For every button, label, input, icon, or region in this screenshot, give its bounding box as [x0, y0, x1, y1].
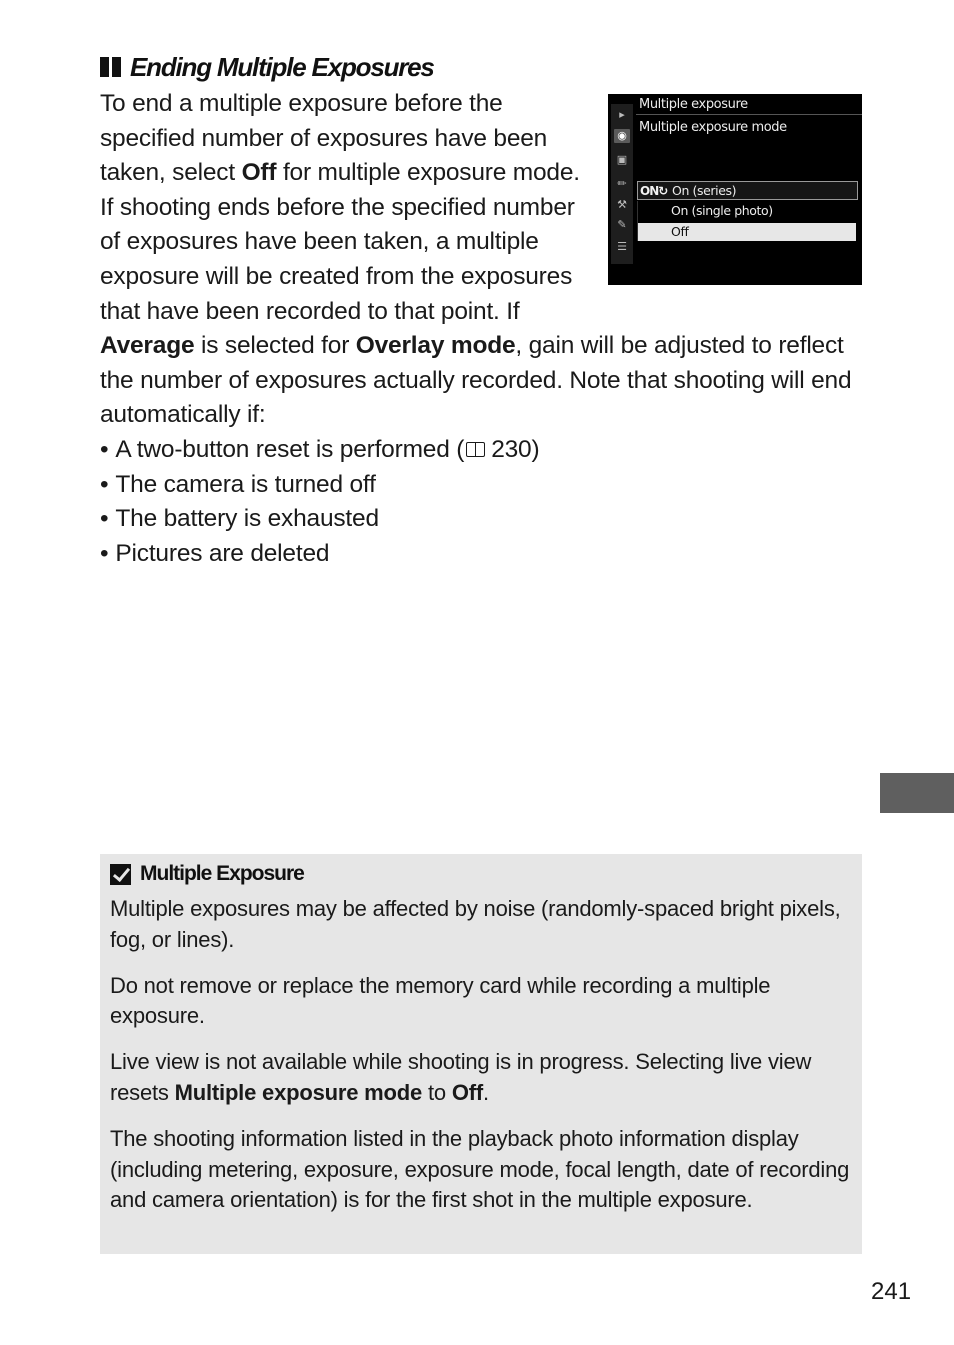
- section-heading-text: Ending Multiple Exposures: [130, 51, 434, 82]
- divider: [637, 201, 638, 241]
- camera-menu-screenshot: [608, 94, 862, 285]
- note-paragraph: Multiple exposures may be affected by noise (randomly-spaced bright pixels, fog, or lines).: [110, 896, 841, 952]
- note-box: [100, 854, 862, 1254]
- option-off[interactable]: [637, 223, 856, 241]
- option-on-single-photo[interactable]: [637, 202, 856, 220]
- list-item: • The battery is exhausted: [100, 502, 860, 537]
- chapter-tab: [880, 773, 954, 813]
- list-item: • A two-button reset is performed ( 230): [100, 433, 860, 468]
- page-number: 241: [871, 1278, 912, 1305]
- page-reference-link[interactable]: 230: [491, 435, 532, 463]
- option-on-series[interactable]: [637, 181, 858, 200]
- overlay-mode-term: Overlay mode: [355, 332, 516, 360]
- option-label: On (single photo): [671, 203, 773, 218]
- pencil-icon: ✏: [617, 177, 627, 190]
- list-item: • Pictures are deleted: [100, 537, 860, 572]
- list-item: • The camera is turned off: [100, 468, 860, 503]
- retouch-icon: ✎: [617, 218, 627, 231]
- camera-menu-sidebar: [611, 104, 633, 264]
- playback-icon: ▸: [619, 108, 625, 121]
- note-paragraph: Do not remove or replace the memory card while recording a multiple exposure.: [110, 972, 771, 1029]
- off-term: Off: [241, 159, 277, 187]
- heading-marker-icon: [100, 57, 109, 77]
- auto-end-conditions-list: [100, 433, 860, 571]
- note-paragraph: The shooting information listed in the playback photo information display (including metering, exposure, exposure mode, focal length, date of recording and camera orientation) is for the first shot in the multiple exposure.: [110, 1125, 850, 1213]
- multiple-exposure-mode-term: Multiple exposure mode: [174, 1079, 423, 1105]
- my-menu-icon: ☰: [617, 240, 627, 253]
- option-label: On (series): [672, 183, 737, 198]
- note-paragraph: Live view is not available while shooting is in progress. Selecting live view resets Multiple exposure mode to Off.: [110, 1049, 812, 1105]
- average-term: Average: [100, 332, 195, 360]
- body-text-part: To end a multiple exposure before the specified number of exposures have been taken, select: [100, 90, 548, 187]
- movie-icon: ▣: [616, 153, 628, 166]
- camera-menu-subtitle: Multiple exposure mode: [639, 120, 787, 135]
- option-label: Off: [671, 224, 689, 239]
- heading-marker-icon: [112, 57, 121, 77]
- divider: [636, 114, 862, 115]
- off-term: Off: [451, 1079, 483, 1105]
- body-text-part: , gain will be adjusted to reflect the number of exposures actually recorded. Note that shooting will end automatically if:: [100, 332, 852, 429]
- wrench-icon: ⚒: [617, 198, 627, 211]
- body-text-part: for multiple exposure mode. If shooting ends before the specified number of exposures have been taken, a multiple exposure will be created from the exposures that have been recorded to that point. If: [100, 159, 580, 325]
- section-heading: [100, 50, 434, 84]
- note-heading: [110, 860, 852, 888]
- page-reference-icon: [466, 442, 485, 457]
- camera-icon: ◉: [614, 129, 630, 143]
- note-title: Multiple Exposure: [140, 862, 304, 885]
- camera-menu-title: Multiple exposure: [639, 97, 748, 112]
- body-text-part: is selected for: [194, 332, 356, 360]
- on-badge-icon: ON↻: [640, 184, 668, 198]
- checkmark-icon: [110, 864, 131, 885]
